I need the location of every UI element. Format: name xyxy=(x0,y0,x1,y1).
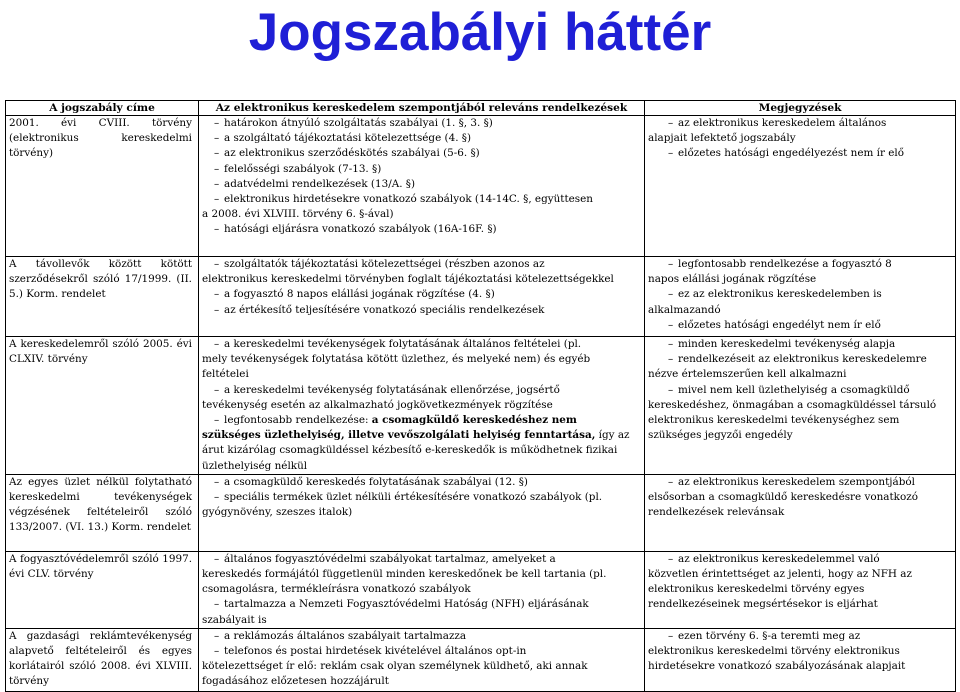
law-title: A fogyasztóvédelemről szóló 1997. évi CLV. törvény xyxy=(6,551,199,628)
note-item: – előzetes hatósági engedélyezést nem ír elő xyxy=(648,146,952,161)
list-item-continuation: kötelezettséget ír elő: reklám csak olyan személynek küldhető, aki annak xyxy=(202,660,588,673)
list-item: – a csomagküldő kereskedés folytatásának szabályai (12. §) xyxy=(202,475,641,490)
note-item: – az elektronikus kereskedelem szempontjából xyxy=(648,475,952,490)
notes xyxy=(645,474,956,551)
list-item: – a kereskedelmi tevékenységek folytatásának általános feltételei (pl. xyxy=(202,337,641,352)
table-row xyxy=(6,551,956,628)
notes xyxy=(645,337,956,475)
list-item-text: így az xyxy=(598,429,630,442)
list-item-continuation: szabályait is xyxy=(202,613,267,626)
list-item: – speciális termékek üzlet nélküli értékesítésére vonatkozó szabályok (pl. xyxy=(202,490,641,505)
note-item: – ez az elektronikus kereskedelemben is xyxy=(648,287,952,302)
list-item-continuation: kereskedés formájától függetlenül minden kereskedőnek be kell tartania (pl. xyxy=(202,568,607,581)
list-item-continuation: tevékenység esetén az alkalmazható jogkövetkezmények rögzítése xyxy=(202,398,553,411)
note-continuation: nézve értelemszerűen kell alkalmazni xyxy=(648,368,847,381)
table-row xyxy=(6,474,956,551)
relevant-provisions xyxy=(199,628,645,691)
list-item-continuation: feltételei xyxy=(202,368,249,381)
list-item: – általános fogyasztóvédelmi szabályokat tartalmaz, amelyeket a xyxy=(202,552,641,567)
note-item: – az elektronikus kereskedelem általános xyxy=(648,116,952,131)
list-item: – a reklámozás általános szabályait tartalmazza xyxy=(202,629,641,644)
header-relevant-provisions: Az elektronikus kereskedelem szempontjából releváns rendelkezések xyxy=(199,101,645,116)
list-item-continuation: árut kizárólag csomagküldéssel kézbesítő e-kereskedők is működhetnek fizikai xyxy=(202,444,618,457)
list-item: – határokon átnyúló szolgáltatás szabályai (1. §, 3. §) xyxy=(202,116,641,131)
note-continuation: közvetlen érintettséget az jelenti, hogy az NFH az xyxy=(648,568,912,581)
note-item: – az elektronikus kereskedelemmel való xyxy=(648,552,952,567)
list-item: – a szolgáltató tájékoztatási kötelezettsége (4. §) xyxy=(202,131,641,146)
header-law-title: A jogszabály címe xyxy=(6,101,199,116)
list-item-continuation: üzlethelyiség nélkül xyxy=(202,459,308,472)
list-item-continuation: a 2008. évi XLVIII. törvény 6. §-ával) xyxy=(202,208,394,221)
list-item: – telefonos és postai hirdetések kivételével általános opt-in xyxy=(202,644,641,659)
list-item: – felelősségi szabályok (7-13. §) xyxy=(202,162,641,177)
note-continuation: alkalmazandó xyxy=(648,303,721,316)
relevant-provisions xyxy=(199,257,645,337)
legal-background-table xyxy=(5,100,956,692)
list-item: – tartalmazza a Nemzeti Fogyasztóvédelmi Hatóság (NFH) eljárásának xyxy=(202,597,641,612)
law-title: A távollevők között kötött szerződésekről szóló 17/1999. (II. 5.) Korm. rendelet xyxy=(6,257,199,337)
law-title: Az egyes üzlet nélkül folytatható kereskedelmi tevékenységek végzésének feltételeiről szóló 133/2007. (VI. 13.) Korm. rendelet xyxy=(6,474,199,551)
list-item: – az elektronikus szerződéskötés szabályai (5-6. §) xyxy=(202,146,641,161)
list-item-continuation: elektronikus kereskedelmi törvényben foglalt tájékoztatási kötelezettségekkel xyxy=(202,273,614,286)
key-provision-label: legfontosabb rendelkezése: xyxy=(224,414,369,427)
key-provision-emphasis: szükséges üzlethelyiség, illetve vevőszolgálati helyiség fenntartása, xyxy=(202,429,596,442)
note-item: – legfontosabb rendelkezése a fogyasztó 8 xyxy=(648,257,952,272)
list-item: – az értékesítő teljesítésére vonatkozó speciális rendelkezések xyxy=(202,303,641,318)
table-header-row xyxy=(6,101,956,116)
note-item: – mivel nem kell üzlethelyiség a csomagküldő xyxy=(648,383,952,398)
list-item: – adatvédelmi rendelkezések (13/A. §) xyxy=(202,177,641,192)
list-item-continuation: gyógynövény, szeszes italok) xyxy=(202,506,353,519)
list-item xyxy=(202,413,641,428)
table-row xyxy=(6,337,956,475)
list-item: – hatósági eljárásra vonatkozó szabályok (16A-16F. §) xyxy=(202,222,641,237)
note-continuation: alapjait lefektető jogszabály xyxy=(648,132,796,145)
law-title: A kereskedelemről szóló 2005. évi CLXIV. törvény xyxy=(6,337,199,475)
list-item: – a kereskedelmi tevékenység folytatásának ellenőrzése, jogsértő xyxy=(202,383,641,398)
note-continuation: szükséges jegyzői engedély xyxy=(648,429,793,442)
table-row xyxy=(6,257,956,337)
notes xyxy=(645,257,956,337)
table-row xyxy=(6,628,956,691)
relevant-provisions xyxy=(199,116,645,257)
list-item: – a fogyasztó 8 napos elállási jogának rögzítése (4. §) xyxy=(202,287,641,302)
note-item: – ezen törvény 6. §-a teremti meg az xyxy=(648,629,952,644)
law-title: 2001. évi CVIII. törvény (elektronikus kereskedelmi törvény) xyxy=(6,116,199,257)
list-item-continuation xyxy=(202,428,641,443)
relevant-provisions xyxy=(199,551,645,628)
note-continuation: kereskedéshez, önmagában a csomagküldéssel társuló xyxy=(648,398,937,411)
header-notes: Megjegyzések xyxy=(645,101,956,116)
relevant-provisions xyxy=(199,337,645,475)
note-continuation: elektronikus kereskedelmi törvény egyes xyxy=(648,583,865,596)
notes xyxy=(645,628,956,691)
note-continuation: elsősorban a csomagküldő kereskedésre vonatkozó xyxy=(648,491,918,504)
law-title: A gazdasági reklámtevékenység alapvető feltételeiről és egyes korlátairól szóló 2008. évi XLVIII. törvény xyxy=(6,628,199,691)
list-item: – szolgáltatók tájékoztatási kötelezettségei (részben azonos az xyxy=(202,257,641,272)
note-item: – rendelkezéseit az elektronikus kereskedelemre xyxy=(648,352,952,367)
note-continuation: hirdetésekre vonatkozó szabályozásának alapjait xyxy=(648,660,906,673)
note-continuation: elektronikus kereskedelmi tevékenységhez sem xyxy=(648,414,900,427)
notes xyxy=(645,116,956,257)
note-continuation: napos elállási jogának rögzítése xyxy=(648,273,817,286)
list-item-continuation: fogadásához előzetesen hozzájárult xyxy=(202,675,389,688)
key-provision-emphasis: a csomagküldő kereskedéshez nem xyxy=(371,414,577,427)
list-item: – elektronikus hirdetésekre vonatkozó szabályok (14-14C. §, együttesen xyxy=(202,192,641,207)
list-item-continuation: mely tevékenységek folytatása kötött üzlethez, és melyeké nem) és egyéb xyxy=(202,353,591,366)
note-continuation: elektronikus kereskedelmi törvény elektronikus xyxy=(648,645,900,658)
list-item-continuation: csomagolásra, termékleírásra vonatkozó szabályok xyxy=(202,583,471,596)
notes xyxy=(645,551,956,628)
note-item: – minden kereskedelmi tevékenység alapja xyxy=(648,337,952,352)
page-title: Jogszabályi háttér xyxy=(248,3,712,62)
table-row xyxy=(6,116,956,257)
note-continuation: rendelkezéseinek megsértésekor is eljárhat xyxy=(648,598,878,611)
relevant-provisions xyxy=(199,474,645,551)
note-continuation: rendelkezések relevánsak xyxy=(648,506,785,519)
note-item: – előzetes hatósági engedélyt nem ír elő xyxy=(648,318,952,333)
